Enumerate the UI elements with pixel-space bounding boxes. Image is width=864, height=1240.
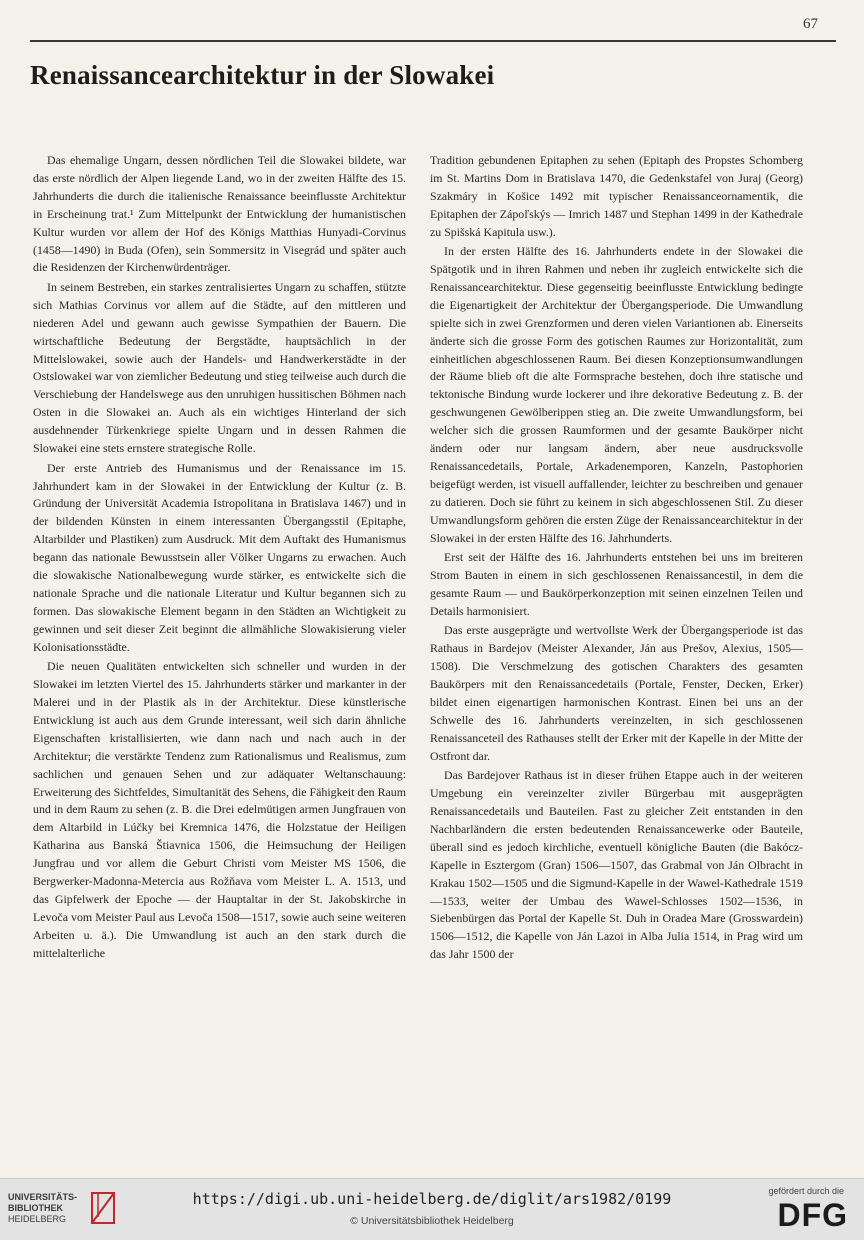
right-column (430, 152, 803, 966)
copyright-notice: © Universitätsbibliothek Heidelberg (350, 1215, 514, 1227)
sponsor-caption: gefördert durch die (768, 1186, 844, 1196)
dfg-logo: DFG (777, 1197, 848, 1233)
left-column (33, 152, 406, 964)
library-name-line: BIBLIOTHEK (8, 1203, 63, 1213)
library-name-line: HEIDELBERG (8, 1214, 67, 1224)
paragraph: Das erste ausgeprägte und wertvollste Werk der Übergangsperiode ist das Rathaus in Bardejov (Meister Alexander, Ján aus Prešov, Alexius, 1505—1508). Die Verschmelzung des gotischen Charakters des gesamten Baukörpers mit den Renaissancedetails (Portale, Fenster, Decken, Erker) bildet einen eigenartigen harmonischen Kontrast. Einen bei uns an der Schwelle des 16. Jahrhunderts vereinzelten, in sich geschlossenen Renaissanceteil des Rathauses stellt der Erker mit der Kapelle in der Mitte der Ostfront dar. (430, 623, 803, 763)
header-rule (30, 40, 836, 42)
paragraph: Die neuen Qualitäten entwickelten sich schneller und wurden in der Slowakei im letzten Viertel des 15. Jahrhunderts stärker und markanter in der Malerei und in der Plastik als in der Architektur. Diese künstlerische Entwicklung ist auch aus dem Grunde interessant, weil sich darin ähnliche Eigenschaften kristallisierten, wie dann nach und nach auch in der Architektur; die verstärkte Tendenz zum Rationalismus und Realismus, zum sachlichen und genauen Sehen und zur adäquater Weltanschauung: Erweiterung des Sichtfeldes, Simultanität des Sehens, die Fähigkeit den Raum und in dem Raum zu sehen (z. B. die Drei edelmütigen armen Jungfrauen von dem Altarbild in Lúčky bei Kremnica 1476, die Holzstatue der Heiligen Katharina aus Banská Štiavnica 1506, die Heimsuchung der Heiligen Jungfrau und vor allem die Geburt Christi vom Meister MS 1506, die Bergwerker-Madonna-Metercia aus Rožňava vom Meister L. A. 1513, und das Gipfelwerk der Epoche — der Hauptaltar in der St. Jakobskirche in Levoča vom Meister Paul aus Levoča 1508—1517, sowie auch seine weiteren Arbeiten u. ä.). Die Umwandlung ist auch an den stark durch die mittelalterliche (33, 659, 406, 960)
paragraph: Erst seit der Hälfte des 16. Jahrhunderts entstehen bei uns im breiteren Strom Bauten in einem in sich geschlossenen Renaissancestil, in dem die gesamte Raum — und Baukörperkonzeption mit seinen einzelnen Teilen und Details harmonisiert. (430, 550, 803, 618)
page-title: Renaissancearchitektur in der Slowakei (30, 60, 495, 90)
library-name-line: UNIVERSITÄTS- (8, 1192, 78, 1202)
paragraph: In der ersten Hälfte des 16. Jahrhunderts endete in der Slowakei die Spätgotik und in ihren Rahmen und neben ihr zugleich entwickelte sich die Renaissancearchitektur. Diese gegenseitig beeinflusste Entwicklung bedingte die Eigenartigkeit der Architektur der Übergangsperiode. Die Umwandlung spielte sich in zwei Grenzformen und deren vielen Variantionen ab. Einerseits änderte sich die grosse Form des gotischen Raumes zur Horizontalität, zum einheitlichen abgeschlossenen Raum. Bei diesen Konzeptionsumwandlungen der Räume blieb oft die alte Formsprache bestehen, doch ihre statische und tektonische Bindung wurde lockerer und ihre dekorative Bedeutung z. B. der geschwungenen Gewölberippen stieg an. Die zweite Umwandlungsform, bei welcher sich die grossen Raumformen und der gesamte Baukörper nicht ändern oder nur langsam ändern, aber neue ausdrucksvolle Renaissancedetails, Portale, Arkadenemporen, Kanzeln, Pastophorien beigefügt werden, ist visuell auffallender, leichter zu beschreiben und genauer zu datieren. Doch sie führt zu keinem in sich abgeschlossenen Stil. Zu dieser Umwandlungsform gehören die ersten Züge der Renaissancearchitektur in der Slowakei in der ersten Hälfte des 16. Jahrhunderts. (430, 244, 803, 545)
paragraph-continued: Tradition gebundenen Epitaphen zu sehen (Epitaph des Propstes Schomberg im St. Martins Dom in Bratislava 1470, die Gedenkstafel von Juraj (Georg) Szakmáry in Košice 1492 mit typischer Renaissanceornamentik, die Epitaphen der Zápoľskýs — Imrich 1487 und Stephan 1499 in der Kathedrale zu Spišská Kapitula usw.). (430, 153, 803, 239)
footer-bar (0, 1178, 864, 1240)
paragraph: Das ehemalige Ungarn, dessen nördlichen Teil die Slowakei bildete, war das erste nördlich der Alpen liegende Land, wo in der zweiten Hälfte des 15. Jahrhunderts die durch die italienische Renaissance beeinflusste Architektur in Erscheinung trat.¹ Zum Mittelpunkt der Entwicklung der humanistischen Kultur wurden vor allem der Hof des Königs Matthias Hunyadi-Corvinus (1458—1490) in Buda (Ofen), sein Sommersitz in Visegrád und später auch die Residenzen der Kirchenwürdenträger. (33, 153, 406, 275)
page-number: 67 (803, 16, 818, 32)
paragraph: Das Bardejover Rathaus ist in dieser frühen Etappe auch in der weiteren Umgebung ein vereinzelter ziviler Bürgerbau mit ausgeprägten Renaissancedetails und Bauteilen. Fast zu gleicher Zeit entstanden in den Nachbarländern die ersten bedeutenden Renaissancewerke oder Bauteile, überall sind es jedoch kirchliche, eventuell königliche Bauten (die Bakócz-Kapelle in Esztergom (Gran) 1506—1507, das Grabmal von Ján Olbracht in Krakau 1502—1505 und die Sigmund-Kapelle in der Wawel-Kathedrale 1519—1533, weiter der Umbau des Wawel-Schlosses 1502—1536, in Siebenbürgen das Portal der Kapelle St. Duh in Oradea Mare (Grosswardein) 1506—1512, die Kapelle von Ján Lazoi in Alba Julia 1514, in Prag wird um das Jahr 1500 der (430, 768, 803, 962)
permalink-url[interactable]: https://digi.ub.uni-heidelberg.de/diglit/ars1982/0199 (192, 1190, 672, 1208)
paragraph: In seinem Bestreben, ein starkes zentralisiertes Ungarn zu schaffen, stützte sich Mathias Corvinus vor allem auf die Städte, auf den mittleren und niederen Adel und gewann auch gewisse Sympathien der Bauern. Die wirtschaftliche Bedeutung der Bergstädte, hauptsächlich in der Mittelslowakei, sowie auch der Handels- und Handwerkerstädte in der Ostslowakei war von ziemlicher Bedeutung und stieg teilweise auch durch die Verschiebung der Handelswege aus den unruhigen hussitischen Böhmen nach Osten in die Slowakei an. Auch als ein wichtiges Hinterland der sich ausdehnender Türkenkriege spielte Ungarn und in dessen Rahmen die Slowakei eine stets ernstere strategische Rolle. (33, 279, 406, 456)
paragraph: Der erste Antrieb des Humanismus und der Renaissance im 15. Jahrhundert kam in der Slowakei in der Entwicklung der Kultur (z. B. Gründung der Universität Academia Istropolitana in Bratislava 1467) und in der bildenden Künsten in einem interessanten Übergangsstil (Epitaphe, Altarbilder und Plastiken) zum Ausdruck. Mit dem Auftakt des Humanismus begann das nationale Bewusstsein aller Völker Ungarns zu erwachen. Auch die slowakische Nationalbewegung wurde stärker, es entwickelte sich die nationale Sprache und die nationale Literatur und Kultur begannen sich zu formen. Das slowakische Element begann in den Städten an Wichtigkeit zu gewinnen und seit dieser Zeit beginnt die allmähliche Slowakisierung vieler Kolonisationsstädte. (33, 460, 406, 654)
